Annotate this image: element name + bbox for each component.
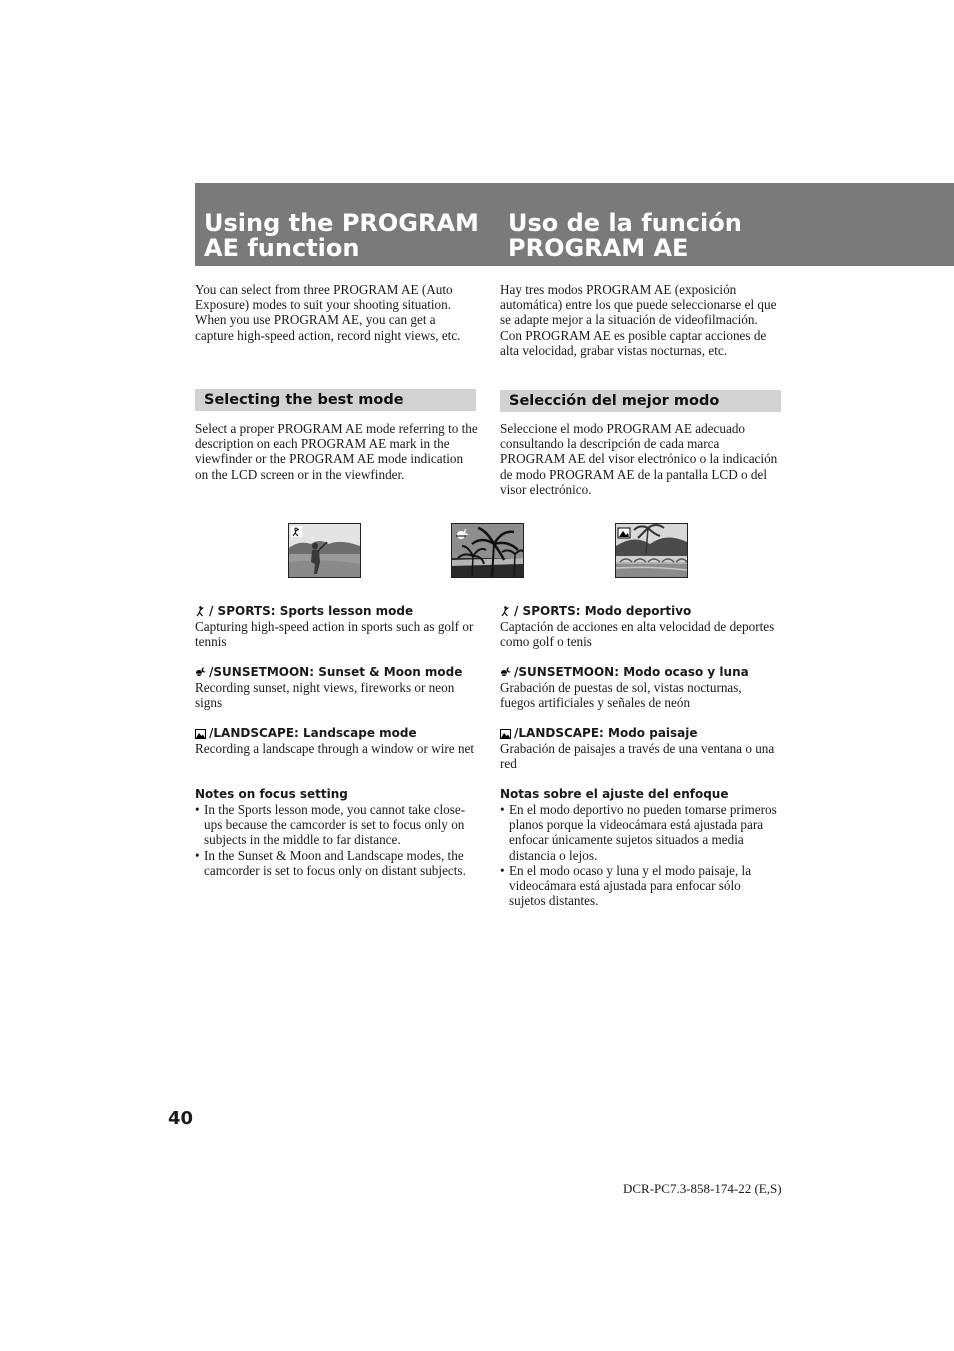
note-item: • En el modo ocaso y luna y el modo paisaje, la videocámara está ajustada para enfocar sólo sujetos distantes. [500, 863, 780, 909]
page-title-es: Uso de la función PROGRAM AE [508, 209, 742, 262]
intro-en: You can select from three PROGRAM AE (Auto Exposure) modes to suit your shooting situation. When you use PROGRAM AE, you can get a capture high-speed action, record night views, etc. [195, 282, 461, 343]
page-title-en: Using the PROGRAM AE function [204, 209, 479, 262]
page-number: 40 [168, 1108, 194, 1129]
document-code: DCR-PC7.3-858-174-22 (E,S) [623, 1181, 782, 1196]
note-item: • In the Sunset & Moon and Landscape modes, the camcorder is set to focus only on distant subjects. [195, 848, 478, 878]
notes-title-en: Notes on focus setting [195, 787, 348, 801]
mode-sunsetmoon-en: /SUNSETMOON: Sunset & Moon mode Recording sunset, night views, fireworks or neon signs [195, 665, 463, 711]
mode-landscape-es: /LANDSCAPE: Modo paisaje Grabación de paisajes a través de una ventana o una red [500, 726, 775, 772]
landscape-icon [500, 728, 510, 739]
intro-es: Hay tres modos PROGRAM AE (exposición automática) entre los que puede seleccionarse el que se adapte mejor a la situación de videofilmación. Con PROGRAM AE es posible captar acciones de alta velocidad, grabar vistas nocturnas, etc. [500, 282, 777, 358]
mode-landscape-en: /LANDSCAPE: Landscape mode Recording a landscape through a window or wire net [195, 726, 475, 756]
landscape-icon [195, 728, 205, 739]
sunsetmoon-icon [500, 667, 510, 678]
sports-icon [195, 606, 205, 617]
subhead-es: Selección del mejor modo [500, 390, 781, 412]
notes-es [500, 787, 780, 908]
notes-title-es: Notas sobre el ajuste del enfoque [500, 787, 729, 801]
landscape-photo [615, 523, 688, 578]
mode-sports-es: / SPORTS: Modo deportivo Captación de acciones en alta velocidad de deportes como golf o tenis [500, 604, 775, 650]
note-item: • In the Sports lesson mode, you cannot take close-ups because the camcorder is set to focus only on subjects in the middle to far distance. [195, 802, 478, 848]
sports-photo [288, 523, 361, 578]
mode-sunsetmoon-es: /SUNSETMOON: Modo ocaso y luna Grabación de puestas de sol, vistas nocturnas, fuegos artificiales y señales de neón [500, 665, 749, 711]
sports-icon [500, 606, 510, 617]
notes-en [195, 787, 478, 878]
note-item: • En el modo deportivo no pueden tomarse primeros planos porque la videocámara está ajustada para enfocar únicamente sujetos situados a media distancia o lejos. [500, 802, 780, 863]
select-text-en: Select a proper PROGRAM AE mode referring to the description on each PROGRAM AE mark in the viewfinder or the PROGRAM AE mode indication on the LCD screen or in the viewfinder. [195, 421, 478, 482]
mode-sports-en: / SPORTS: Sports lesson mode Capturing high-speed action in sports such as golf or tennis [195, 604, 474, 650]
sunsetmoon-photo [451, 523, 524, 578]
select-text-es: Seleccione el modo PROGRAM AE adecuado consultando la descripción de cada marca PROGRAM AE del visor electrónico o la indicación de modo PROGRAM AE de la pantalla LCD o del visor electrónico. [500, 421, 778, 497]
sunsetmoon-icon [195, 667, 205, 678]
subhead-en: Selecting the best mode [195, 389, 476, 411]
